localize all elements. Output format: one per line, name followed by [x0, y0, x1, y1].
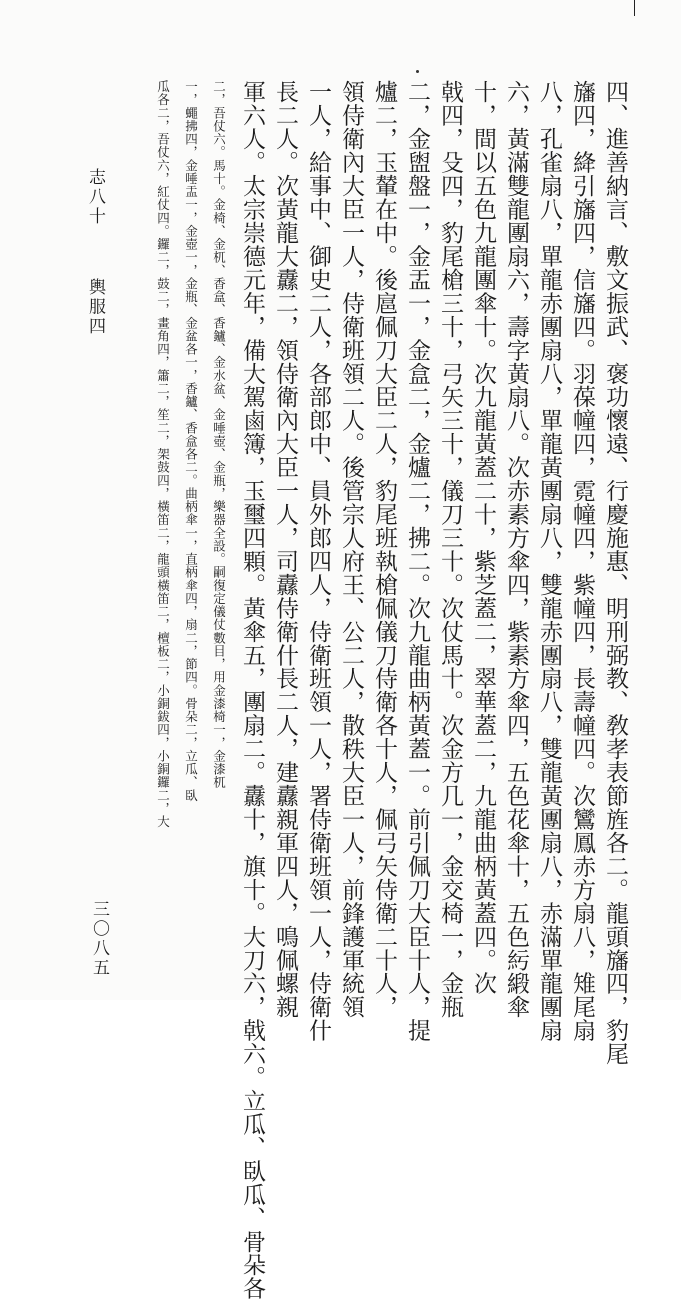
volume-label: 志八十	[85, 168, 105, 227]
text-column-13: 二，吾仗六。馬十。金椅、金杌、香盒、香鑪、金水盆、金唾壺、金瓶，樂器全設。嗣復定儀仗數目，用金漆椅一，金漆杌	[211, 80, 227, 789]
text-column-15: 瓜各二，吾仗六，紅仗四。鑼二，鼓二，畫角四，簫二，笙二，架鼓四，橫笛二，龍頭橫笛二，檀板二，小銅鈸四，小銅鑼二，大	[155, 80, 171, 829]
text-column-8: 爐二，玉輦在中。後扈佩刀大臣二人，豹尾班執槍佩儀刀侍衛各十人，佩弓矢侍衛二十人，	[371, 80, 397, 1019]
section-label: 輿服四	[85, 278, 105, 337]
text-column-14: 一，蠅拂四，金唾盂一，金壺一，金瓶、金盆各一，香鑪、香盒各二。曲柄傘一，直柄傘四，扇二，節四。骨朵二，立瓜、臥	[183, 80, 199, 802]
text-column-7: 二，金盥盤一，金盂一，金盒二，金爐二，拂二。次九龍曲柄黃蓋一。前引佩刀大臣十人，提	[404, 80, 430, 1042]
page-number: 三〇八五	[89, 900, 109, 979]
text-column-10: 一人，給事中、御史二人，各部郎中、員外郎四人，侍衛班領一人，署侍衛班領一人，侍衛什	[305, 80, 331, 1042]
text-column-4: 六，黃滿雙龍團扇六，壽字黃扇八。次赤素方傘四，紫素方傘四，五色花傘十，五色䊸緞傘	[503, 80, 529, 1019]
text-column-3: 八，孔雀扇八，單龍赤團扇八，單龍黃團扇八，雙龍赤團扇八，雙龍黃團扇八，赤滿單龍團扇	[536, 80, 562, 1042]
top-rule-mark	[634, 0, 635, 16]
text-column-5: 十，間以五色九龍團傘十。次九龍黃蓋二十，紫芝蓋二，翠華蓋二，九龍曲柄黃蓋四。次	[470, 80, 496, 995]
text-column-2: 旛四，絳引旛四，信旛四。羽葆幢四，霓幢四，紫幢四，長壽幢四。次鸞鳳赤方扇八，雉尾扇	[569, 80, 595, 1042]
text-column-6: 戟四，殳四，豹尾槍三十，弓矢三十，儀刀三十。次仗馬十。次金方几一，金交椅一，金瓶	[437, 80, 463, 1019]
text-column-11: 長二人。次黃龍大纛二，領侍衛內大臣一人，司纛侍衛什長二人，建纛親軍四人，鳴佩螺親	[272, 80, 298, 1019]
text-column-1: 四、進善納言、敷文振武、褒功懷遠、行慶施惠、明刑弼教、敎孝表節旌各二。龍頭旛四，豹尾	[602, 80, 628, 1066]
ink-dot	[416, 70, 419, 73]
text-column-12: 軍六人。太宗崇德元年，備大駕鹵簿，玉璽四顆。黃傘五，團扇二。纛十，旗十。大刀六，戟六。立瓜、臥瓜、骨朵各	[239, 80, 265, 1300]
text-column-9: 領侍衛內大臣一人，侍衛班領二人。後管宗人府王、公二人，散秩大臣一人，前鋒護軍統領	[338, 80, 364, 1019]
